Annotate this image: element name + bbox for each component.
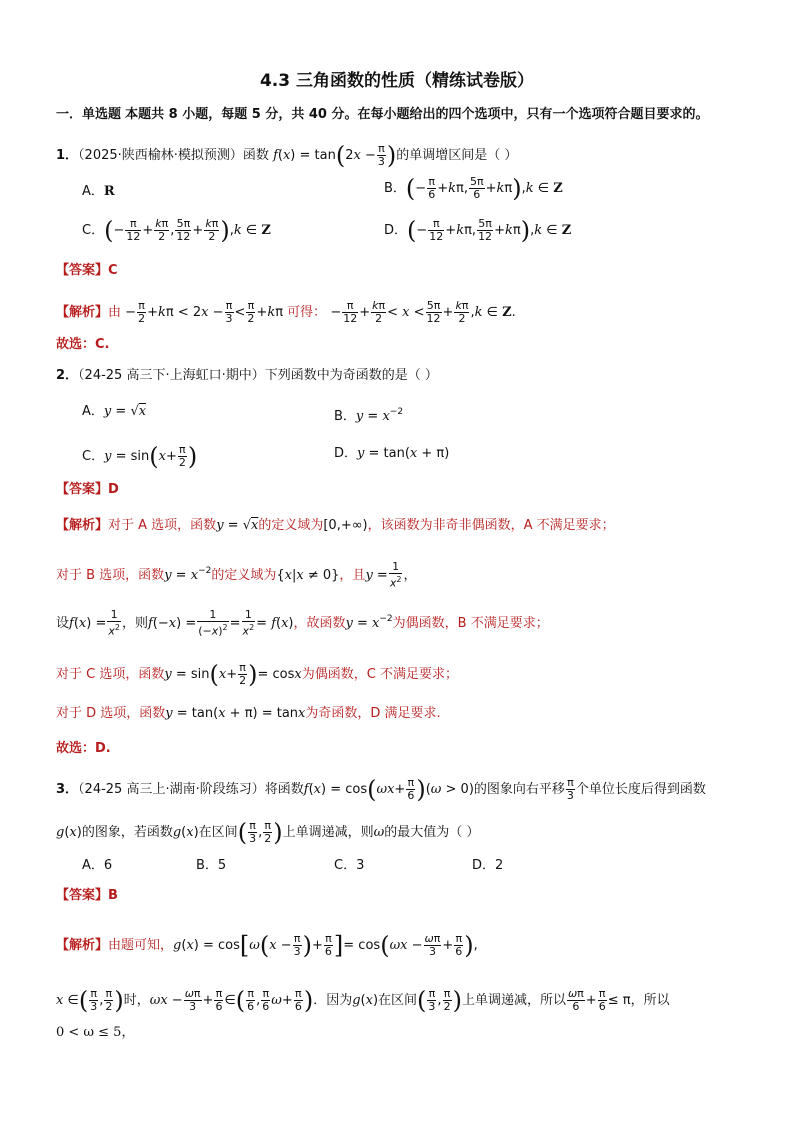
q3-analysis-label: 【解析】 xyxy=(56,938,109,953)
q2-number: 2． xyxy=(56,368,79,383)
q2-conclusion: 故选：D. xyxy=(56,741,111,756)
q3-answer-label: 【答案】 xyxy=(56,888,109,903)
q2-a2-text-4: ， xyxy=(403,567,417,583)
q2-stem xyxy=(56,368,438,384)
q2-analysis-line-3: 设f(x) = $\frac{1}{x^2}$ ，则f(−x) = $\frac{1}{(-x)^2}$ = $\frac{1}{x^2}$ = f(x)，故函数$y = x^{-2}$为偶函数，B 不满足要求； xyxy=(56,608,549,638)
q1-answer-label: 【答案】 xyxy=(56,263,109,278)
q3-source: （24-25 高三上·湖南·阶段练习） xyxy=(78,782,265,797)
q3-a2-text-4: 上单调递减，所以 xyxy=(461,993,566,1008)
q2-analysis-line-5: 对于 D 选项，函数y = tan(x + π) = tanx为奇函数，D 满足要求. xyxy=(56,706,441,721)
q2-a1-text: 对于 A 选项，函数 xyxy=(108,518,217,533)
q1-number: 1． xyxy=(56,148,79,163)
q2-a4-text-2: 为偶函数，C 不满足要求； xyxy=(301,667,458,682)
q3-stem2-text-4: 的最大值为（ ） xyxy=(384,825,480,840)
q2-analysis-line-2: 对于 B 选项，函数$y = x^{-2}$的定义域为{x|x ≠ 0}，且y = $\frac{1}{x^2}$ ， xyxy=(56,560,417,590)
q2-a1-text-3: ，该函数为非奇非偶函数，A 不满足要求； xyxy=(367,518,615,533)
q3-option-b: B．5 xyxy=(196,858,227,873)
q2-answer-label: 【答案】 xyxy=(56,482,109,497)
q2-a1-text-2: 的定义域为 xyxy=(258,518,324,533)
q1-option-b-label: B． xyxy=(384,181,406,196)
q2-a3-text-3: ，故函数 xyxy=(293,615,346,631)
q3-number: 3． xyxy=(56,782,79,797)
section-desc: 本题共 8 小题，每题 5 分，共 40 分。在每小题给出的四个选项中，只有一个选项符合题目要求的。 xyxy=(125,107,709,122)
q3-analysis-line-3: 0 < ω ≤ 5， xyxy=(56,1025,135,1040)
q2-a3-text-2: ，则 xyxy=(121,615,148,631)
q2-option-a-label: A． xyxy=(82,404,104,419)
q2-a3-text: 设 xyxy=(56,615,70,631)
q3-stem-text-3: 个单位长度后得到函数 xyxy=(575,782,706,797)
q1-answer-value: C xyxy=(108,263,118,278)
q2-option-c-label: C． xyxy=(82,449,105,464)
q2-answer-value: D xyxy=(108,482,119,497)
q2-option-b: B．$y = x^{-2}$ xyxy=(334,407,404,424)
q3-stem2-text: 的图象，若函数 xyxy=(81,825,173,840)
q3-analysis-line-2: x ∈( $\frac{\pi}{3}$ , $\frac{\pi}{2}$ )时，ωx − $\frac{\omega\pi}{3}$ + $\frac{\pi}{6}$ ∈( $\frac{\pi}{6}$ , $\frac{\pi}{6}$ ω+ $\frac{\pi}{6}$ )．因为g(x)在区间( $\frac{\pi}{3}$ , $\frac{\pi}{2}$ )上单调递减，所以 $\frac{\omega\pi}{6}$ + $\frac{\pi}{6}$ ≤ π，所以 xyxy=(56,986,670,1015)
q2-option-d: D．y = tan(x + π) xyxy=(334,446,450,461)
q1-option-a-label: A． xyxy=(82,184,104,199)
q3-stem2-text-2: 在区间 xyxy=(198,825,238,840)
q3-stem-line-1: 3．（24-25 高三上·湖南·阶段练习）将函数f(x) = cos(ωx+ $\frac{\pi}{6}$ )(ω > 0)的图象向右平移 $\frac{\pi}{3}$ 个单位长度后得到函数 xyxy=(56,775,706,804)
q2-option-d-label: D． xyxy=(334,446,358,461)
q2-option-a: A．y = √x xyxy=(82,404,147,419)
q3-answer xyxy=(56,888,118,904)
q1-option-b: B．(− $\frac{\pi}{6}$ +kπ, $\frac{5\pi}{6}$ +kπ),k ∈ Z xyxy=(384,174,563,203)
q2-analysis-line-4: 对于 C 选项，函数y = sin(x+ $\frac{\pi}{2}$ )= cosx为偶函数，C 不满足要求； xyxy=(56,660,458,689)
q3-a1-text: 由题可知， xyxy=(108,938,174,953)
page-title: 4.3 三角函数的性质（精练试卷版） xyxy=(259,71,535,91)
q1-stem-tail: 的单调增区间是（ ） xyxy=(396,148,518,163)
q1-option-a-value: R xyxy=(103,184,115,199)
q1-analysis-text-2: 可得： xyxy=(287,305,327,320)
q2-analysis-line-1: 【解析】对于 A 选项，函数y = √x的定义域为[0,+∞)，该函数为非奇非偶函数，A 不满足要求； xyxy=(56,518,615,533)
q3-stem2-text-3: 上单调递减，则 xyxy=(282,825,374,840)
q3-a2-text-3: 在区间 xyxy=(378,993,418,1008)
q3-a2-text: 时， xyxy=(123,993,150,1008)
q1-analysis-text: 由 xyxy=(108,305,122,320)
q3-option-a: A．6 xyxy=(82,858,113,873)
q3-option-c: C．3 xyxy=(334,858,365,873)
q1-source: （2025·陕西榆林·模拟预测） xyxy=(78,148,243,163)
q3-stem-line-2: g(x)的图象，若函数g(x)在区间( $\frac{\pi}{3}$ , $\frac{\pi}{2}$ )上单调递减，则ω的最大值为（ ） xyxy=(56,818,480,847)
section-header xyxy=(56,107,709,123)
q3-a2-text-2: ．因为 xyxy=(313,993,353,1008)
q2-answer xyxy=(56,482,119,498)
section-label: 一．单选题 xyxy=(56,107,122,122)
q3-stem-text: 将函数 xyxy=(264,782,304,797)
q3-stem-text-2: 的图象向右平移 xyxy=(473,782,565,797)
q1-option-a xyxy=(82,184,115,200)
q1-option-c: C．(− $\frac{\pi}{12}$ + $\frac{k\pi}{2}$ , $\frac{5\pi}{12}$ + $\frac{k\pi}{2}$ ),k ∈ Z xyxy=(82,216,271,245)
q2-stem-text: 下列函数中为奇函数的是（ ） xyxy=(264,368,438,383)
q1-analysis: 【解析】由 − $\frac{\pi}{2}$ +kπ < 2x − $\frac{\pi}{3}$ < $\frac{\pi}{2}$ +kπ 可得： − $\frac{\pi}{12}$ + $\frac{k\pi}{2}$ < x < $\frac{5\pi}{12}$ + $\frac{k\pi}{2}$ ,k ∈ Z. xyxy=(56,299,516,325)
q1-stem-text: 函数 xyxy=(242,148,269,163)
q2-a4-text: 对于 C 选项，函数 xyxy=(56,667,165,682)
q1-option-c-label: C． xyxy=(82,223,105,238)
q2-a5-text: 对于 D 选项，函数 xyxy=(56,706,166,721)
q1-answer xyxy=(56,263,118,279)
q2-a2-text-3: ，且 xyxy=(339,567,366,583)
q2-a3-text-4: 为偶函数，B 不满足要求； xyxy=(392,615,549,631)
q2-a2-text: 对于 B 选项，函数 xyxy=(56,567,165,583)
q1-option-d-label: D． xyxy=(384,223,408,238)
q1-conclusion: 故选：C. xyxy=(56,337,110,352)
q2-analysis-label: 【解析】 xyxy=(56,518,109,533)
q3-option-d: D．2 xyxy=(472,858,504,873)
q2-source: （24-25 高三下·上海虹口·期中） xyxy=(78,368,265,383)
q1-option-d: D．(− $\frac{\pi}{12}$ +kπ, $\frac{5\pi}{12}$ +kπ),k ∈ Z xyxy=(384,216,572,245)
q2-option-c: C．y = sin(x+ $\frac{\pi}{2}$ ) xyxy=(82,442,198,471)
q3-analysis-line-1: 【解析】由题可知，g(x) = cos[ω(x − $\frac{\pi}{3}$ )+ $\frac{\pi}{6}$ ]= cos(ωx − $\frac{\omega\pi}{3}$ + $\frac{\pi}{6}$ ), xyxy=(56,931,478,960)
q2-a5-text-2: 为奇函数，D 满足要求. xyxy=(305,706,441,721)
q1-stem: 1．（2025·陕西榆林·模拟预测）函数 f(x) = tan(2x − $\frac{\pi}{3}$ )的单调增区间是（ ） xyxy=(56,141,518,170)
q1-analysis-label: 【解析】 xyxy=(56,305,109,320)
q3-answer-value: B xyxy=(108,888,118,903)
q3-a2-text-5: ，所以 xyxy=(630,993,670,1008)
q2-option-b-label: B． xyxy=(334,409,356,424)
q2-a2-text-2: 的定义域为 xyxy=(211,567,277,583)
